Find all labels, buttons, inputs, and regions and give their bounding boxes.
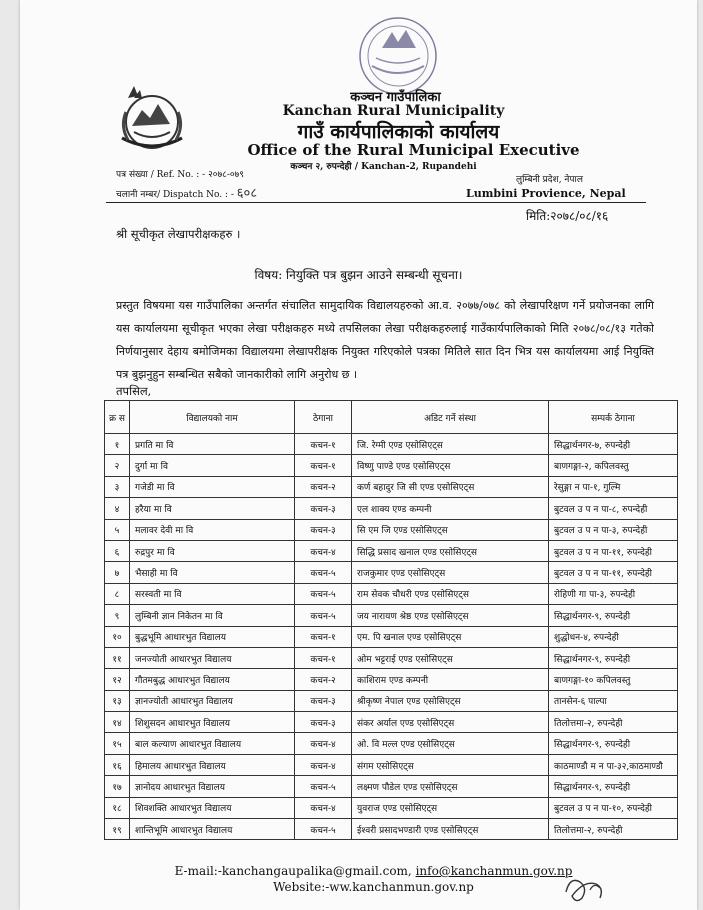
footer-email-text: E-mail:-kanchangaupalika@gmail.com, [174, 864, 412, 878]
row-audit-firm: राजकुमार एण्ड एसोसिएट्स [352, 562, 549, 583]
row-serial: ५ [105, 519, 130, 540]
row-school: बुद्धभूमि आधारभुत विद्यालय [130, 626, 295, 647]
row-serial: २ [105, 455, 130, 476]
table-row [105, 498, 678, 519]
row-audit-firm: ईश्वरी प्रसादभण्डारी एण्ड एसोसिएट्स [352, 819, 549, 840]
row-address: कचन-२ [295, 476, 352, 497]
row-contact: बाणगङ्गा-२, कपिलवस्तु [549, 455, 678, 476]
header-audit-firm: अडिट गर्ने संस्था [352, 401, 549, 434]
row-address: कचन-५ [295, 819, 352, 840]
row-address: कचन-५ [295, 605, 352, 626]
letter-page [20, 0, 697, 910]
footer-website: Website:-ww.kanchanmun.gov.np [273, 880, 474, 894]
row-audit-firm: ओम भट्टराई एण्ड एसोसिएट्स [352, 647, 549, 668]
row-school: शिशुसदन आधारभुत विद्यालय [130, 712, 295, 733]
row-audit-firm: सि एम जि एण्ड एसोसिएट्स [352, 519, 549, 540]
row-audit-firm: संगम एसोसिएट्स [352, 754, 549, 775]
row-school: सरस्वती मा वि [130, 583, 295, 604]
row-address: कचन-१ [295, 647, 352, 668]
table-row [105, 519, 678, 540]
row-address: कचन-३ [295, 498, 352, 519]
row-audit-firm: एम. पि खनाल एण्ड एसोसिएट्स [352, 626, 549, 647]
appointment-table-wrap [104, 400, 678, 840]
row-contact: सिद्धार्थनगर-९, रुपन्देही [549, 605, 678, 626]
row-contact: बुटवल उ प न पा-३, रुपन्देही [549, 519, 678, 540]
letter-subject: विषय: नियुक्ति पत्र बुझन आउने सम्बन्धी सूचना। [254, 268, 463, 282]
table-row [105, 733, 678, 754]
table-row [105, 605, 678, 626]
row-school: भैसाही मा वि [130, 562, 295, 583]
row-address: कचन-३ [295, 690, 352, 711]
footer-email-link[interactable]: info@kanchanmun.gov.np [415, 864, 573, 878]
row-contact: सिद्धार्थनगर-९, रुपन्देही [549, 647, 678, 668]
header-address: ठेगाना [295, 401, 352, 434]
row-address: कचन-५ [295, 562, 352, 583]
table-row [105, 540, 678, 561]
row-contact: बुटवल उ प न पा-१०, रुपन्देही [549, 797, 678, 818]
row-contact: तिलोत्तमा-२, रुपन्देही [549, 819, 678, 840]
row-serial: ७ [105, 562, 130, 583]
table-row [105, 776, 678, 797]
office-seal-icon [342, 14, 454, 98]
row-school: ज्ञानोदय आधारभुत विद्यालय [130, 776, 295, 797]
row-audit-firm: लक्ष्मण पौडेल एण्ड एसोसिएट्स [352, 776, 549, 797]
row-serial: १५ [105, 733, 130, 754]
row-school: गौतमबुद्ध आधारभुत विद्यालय [130, 669, 295, 690]
row-serial: १८ [105, 797, 130, 818]
row-serial: १९ [105, 819, 130, 840]
header-serial: क्र स [105, 401, 130, 434]
row-serial: ११ [105, 647, 130, 668]
dispatch-number [116, 183, 257, 201]
row-school: हरैया मा वि [130, 498, 295, 519]
office-address: कञ्चन २, रुपन्देही / Kanchan-2, Rupandehi [290, 162, 477, 172]
row-serial: १६ [105, 754, 130, 775]
row-school: दुर्गा मा वि [130, 455, 295, 476]
row-school: बाल कल्याण आधारभुत विद्यालय [130, 733, 295, 754]
row-contact: तानसेन-६ पाल्पा [549, 690, 678, 711]
row-serial: १० [105, 626, 130, 647]
row-contact: शुद्धोधन-४, रुपन्देही [549, 626, 678, 647]
table-header-row [105, 401, 678, 434]
reference-number [116, 167, 244, 180]
row-school: हिमालय आधारभुत विद्यालय [130, 754, 295, 775]
row-school: लुम्बिनी ज्ञान निकेतन मा वि [130, 605, 295, 626]
row-audit-firm: जय नारायण श्रेष्ठ एण्ड एसोसिएट्स [352, 605, 549, 626]
table-row [105, 455, 678, 476]
row-school: शान्तिभूमि आधारभुत विद्यालय [130, 819, 295, 840]
row-contact: काठमाण्डौ म न पा-३२,काठमाण्डौ [549, 754, 678, 775]
row-serial: १ [105, 434, 130, 455]
row-contact: बुटवल उ प न पा-११, रुपन्देही [549, 540, 678, 561]
table-row [105, 754, 678, 775]
table-row [105, 626, 678, 647]
table-row [105, 434, 678, 455]
row-address: कचन-१ [295, 434, 352, 455]
row-address: कचन-१ [295, 626, 352, 647]
table-row [105, 583, 678, 604]
row-audit-firm: ओ. वि मल्ल एण्ड एसोसिएट्स [352, 733, 549, 754]
row-serial: ९ [105, 605, 130, 626]
row-serial: ८ [105, 583, 130, 604]
municipality-name-english: Kanchan Rural Municipality [282, 103, 505, 119]
row-contact: रेसुङ्गा न पा-१, गुल्मि [549, 476, 678, 497]
row-serial: ६ [105, 540, 130, 561]
row-audit-firm: कर्ण बहादुर जि सी एण्ड एसोसिएट्स [352, 476, 549, 497]
row-contact: सिद्धार्थनगर-९, रुपन्देही [549, 776, 678, 797]
row-address: कचन-४ [295, 754, 352, 775]
row-serial: १२ [105, 669, 130, 690]
row-contact: रोहिणी गा पा-३, रुपन्देही [549, 583, 678, 604]
row-address: कचन-३ [295, 519, 352, 540]
province-english: Lumbini Provience, Nepal [466, 187, 626, 200]
header-divider [106, 202, 646, 203]
row-contact: तिलोत्तमा-२, रुपन्देही [549, 712, 678, 733]
table-row [105, 562, 678, 583]
row-address: कचन-५ [295, 583, 352, 604]
row-audit-firm: युवराज एण्ड एसोसिएट्स [352, 797, 549, 818]
dispatch-label: चलानी नम्बर/ Dispatch No. : - [116, 190, 234, 200]
row-address: कचन-२ [295, 669, 352, 690]
table-row [105, 647, 678, 668]
row-audit-firm: जि. रेग्मी एण्ड एसोसिएट्स [352, 434, 549, 455]
office-name-nepali: गाउँ कार्यपालिकाको कार्यालय [297, 121, 500, 143]
row-contact: बाणगङ्गा-१० कपिलवस्तु [549, 669, 678, 690]
appointment-table [104, 400, 678, 840]
row-address: कचन-१ [295, 455, 352, 476]
province-nepali: लुम्बिनी प्रदेश, नेपाल [516, 175, 583, 185]
row-school: जनज्योती आधारभुत विद्यालय [130, 647, 295, 668]
row-audit-firm: संकर अर्याल एण्ड एसोसिएट्स [352, 712, 549, 733]
row-serial: ३ [105, 476, 130, 497]
header-contact: सम्पर्क ठेगाना [549, 401, 678, 434]
row-audit-firm: राम सेवक चौधरी एण्ड एसोसिएट्स [352, 583, 549, 604]
schedule-label: तपसिल, [116, 384, 152, 398]
table-row [105, 819, 678, 840]
row-address: कचन-५ [295, 776, 352, 797]
row-school: ज्ञानज्योती आधारभुत विद्यालय [130, 690, 295, 711]
letter-body: प्रस्तुत विषयमा यस गाउँपालिका अन्तर्गत संचालित सामुदायिक विद्यालयहरुको आ.व. २०७७/०७८ को लेखापरिक्षण गर्ने प्रयोजनका लागि यस कार्यालयमा सूचीकृत भएका लेखा परीक्षकहरु मध्ये तपसिलका लेखा परीक्षकहरुलाई गाउँकार्यपालिकाको मिति २०७८/०८/१३ गतेको निर्णयानुसार देहाय बमोजिमका विद्यालयमा लेखापरीक्षक नियुक्त गरिएकोले पत्रका मितिले सात दिन भित्र यस कार्यालयमा आई नियुक्ति पत्र बुझनुहुन सम्बन्धित सबैको जानकारीको लागि अनुरोध छ । [116, 299, 654, 381]
table-row [105, 669, 678, 690]
municipality-name-nepali: कञ्चन गाउँपालिका [350, 90, 441, 105]
handwritten-initials-icon [560, 870, 610, 906]
table-row [105, 797, 678, 818]
row-contact: सिद्धार्थनगर-७, रुपन्देही [549, 434, 678, 455]
row-contact: बुटवल उ प न पा-८, रुपन्देही [549, 498, 678, 519]
row-audit-firm: सिद्धि प्रसाद खनाल एण्ड एसोसिएट्स [352, 540, 549, 561]
dispatch-value: ६०८ [236, 186, 258, 201]
row-serial: १७ [105, 776, 130, 797]
row-audit-firm: काशिराम एण्ड कम्पनी [352, 669, 549, 690]
table-body [105, 434, 678, 840]
row-address: कचन-४ [295, 540, 352, 561]
row-school: मलावर देवी मा वि [130, 519, 295, 540]
office-name-english: Office of the Rural Municipal Executive [247, 141, 580, 159]
letter-date: मिति:२०७८/०८/१६ [526, 209, 609, 223]
table-row [105, 690, 678, 711]
row-school: रुद्रपुर मा वि [130, 540, 295, 561]
row-address: कचन-३ [295, 712, 352, 733]
row-audit-firm: श्रीकृष्ण नेपाल एण्ड एसोसिएट्स [352, 690, 549, 711]
row-school: शिवशक्ति आधारभुत विद्यालय [130, 797, 295, 818]
row-serial: १४ [105, 712, 130, 733]
ref-label: पत्र संख्या / Ref. No. : - [116, 170, 206, 180]
letterhead [20, 0, 697, 210]
letter-recipient: श्री सूचीकृत लेखापरीक्षकहरु । [116, 227, 241, 241]
ref-value: २०७८-०७९ [208, 170, 244, 180]
row-school: प्रगति मा वि [130, 434, 295, 455]
row-contact: बुटवल उ प न पा-११, रुपन्देही [549, 562, 678, 583]
row-address: कचन-४ [295, 733, 352, 754]
header-school: विद्यालयको नाम [130, 401, 295, 434]
row-address: कचन-४ [295, 797, 352, 818]
row-audit-firm: एल शाक्य एण्ड कम्पनी [352, 498, 549, 519]
row-school: गजेडी मा वि [130, 476, 295, 497]
row-serial: १३ [105, 690, 130, 711]
row-audit-firm: विष्णु पाण्डे एण्ड एसोसिएट्स [352, 455, 549, 476]
table-row [105, 476, 678, 497]
row-serial: ४ [105, 498, 130, 519]
table-row [105, 712, 678, 733]
row-contact: सिद्धार्थनगर-९, रुपन्देही [549, 733, 678, 754]
